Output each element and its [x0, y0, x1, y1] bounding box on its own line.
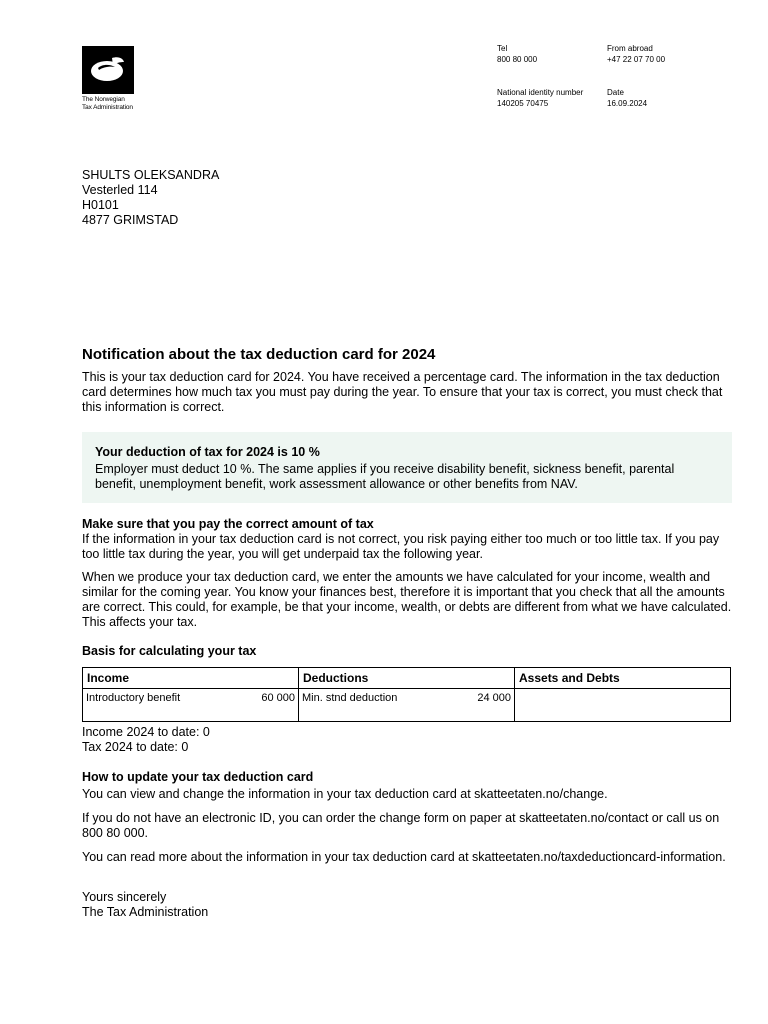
update-paragraph-1: You can view and change the information in your tax deduction card at skatteetaten.no/change.: [82, 787, 608, 801]
nin-value: 140205 70475: [497, 99, 549, 108]
correct-amount-paragraph-2: When we produce your tax deduction card, we enter the amounts we have calculated for your income, wealth and similar for the coming year. You know your finances best, therefore it is important that you check that all the amounts are correct. This could, for example, be that your income, wealth, or debts are different from what we have calculated. This affects your tax.: [82, 570, 732, 629]
update-paragraph-2: If you do not have an electronic ID, you can order the change form on paper at skatteetaten.no/contact or call us on 800 80 000.: [82, 811, 720, 840]
income-to-date: Income 2024 to date: 0: [82, 725, 210, 739]
basis-table-header-row: [83, 668, 731, 689]
table-row: [83, 689, 731, 722]
tax-administration-logo: [82, 46, 134, 94]
assets-debts-cell: [515, 689, 731, 722]
logo-caption-line2: Tax Administration: [82, 104, 133, 111]
recipient-street: Vesterled 114: [82, 183, 158, 197]
date-value: 16.09.2024: [607, 99, 648, 108]
totals-block: [82, 725, 732, 755]
income-amount: 60 000: [261, 692, 295, 704]
basis-table: [82, 667, 731, 722]
deduction-highlight-box: [82, 432, 732, 503]
nin-block: [497, 87, 583, 109]
income-header: Income: [83, 668, 299, 689]
date-block: [607, 87, 647, 109]
closing-salutation: Yours sincerely: [82, 890, 167, 904]
assets-debts-header: Assets and Debts: [515, 668, 731, 689]
highlight-title: Your deduction of tax for 2024 is 10 %: [95, 445, 320, 459]
highlight-text: Employer must deduct 10 %. The same applies if you receive disability benefit, sickness benefit, parental benefit, unemployment benefit, work assessment allowance or other benefits from NAV.: [95, 462, 675, 491]
tax-to-date: Tax 2024 to date: 0: [82, 740, 189, 754]
nin-label: National identity number: [497, 88, 584, 97]
recipient-postal: 4877 GRIMSTAD: [82, 213, 179, 227]
deduction-amount: 24 000: [477, 692, 511, 704]
update-section: [82, 770, 732, 865]
closing-signature: The Tax Administration: [82, 905, 209, 919]
basis-heading: Basis for calculating your tax: [82, 644, 257, 658]
correct-amount-paragraph-1: If the information in your tax deduction card is not correct, you risk paying either too much or too little tax. If you pay too little tax during the year, you will get underpaid tax the following year.: [82, 532, 720, 561]
recipient-unit: H0101: [82, 198, 119, 212]
closing-block: [82, 890, 732, 920]
logo-emblem-icon: [82, 46, 134, 94]
update-paragraph-3: You can read more about the information in your tax deduction card at skatteetaten.no/taxdeductioncard-information.: [82, 850, 726, 864]
tel-block: [497, 43, 537, 65]
logo-caption-line1: The Norwegian: [82, 96, 125, 103]
tel-label: Tel: [497, 44, 508, 53]
recipient-name: SHULTS OLEKSANDRA: [82, 168, 220, 182]
abroad-block: [607, 43, 665, 65]
update-heading: How to update your tax deduction card: [82, 770, 314, 784]
deductions-header: Deductions: [299, 668, 515, 689]
letter-title: Notification about the tax deduction card for 2024: [82, 346, 436, 363]
income-item: Introductory benefit: [86, 692, 181, 704]
deduction-item: Min. stnd deduction: [302, 692, 398, 704]
correct-amount-heading: Make sure that you pay the correct amount of tax: [82, 517, 374, 531]
abroad-label: From abroad: [607, 44, 653, 53]
deductions-cell: [299, 689, 515, 722]
date-label: Date: [607, 88, 624, 97]
letter-body: [82, 346, 732, 920]
abroad-value: +47 22 07 70 00: [607, 55, 666, 64]
tel-value: 800 80 000: [497, 55, 538, 64]
logo-caption: [82, 96, 133, 112]
intro-paragraph: This is your tax deduction card for 2024. You have received a percentage card. The information in the tax deduction card determines how much tax you must pay during the year. To ensure that your tax is correct, you must check that this information is correct.: [82, 370, 723, 414]
income-cell: [83, 689, 299, 722]
recipient-address: [82, 168, 219, 228]
